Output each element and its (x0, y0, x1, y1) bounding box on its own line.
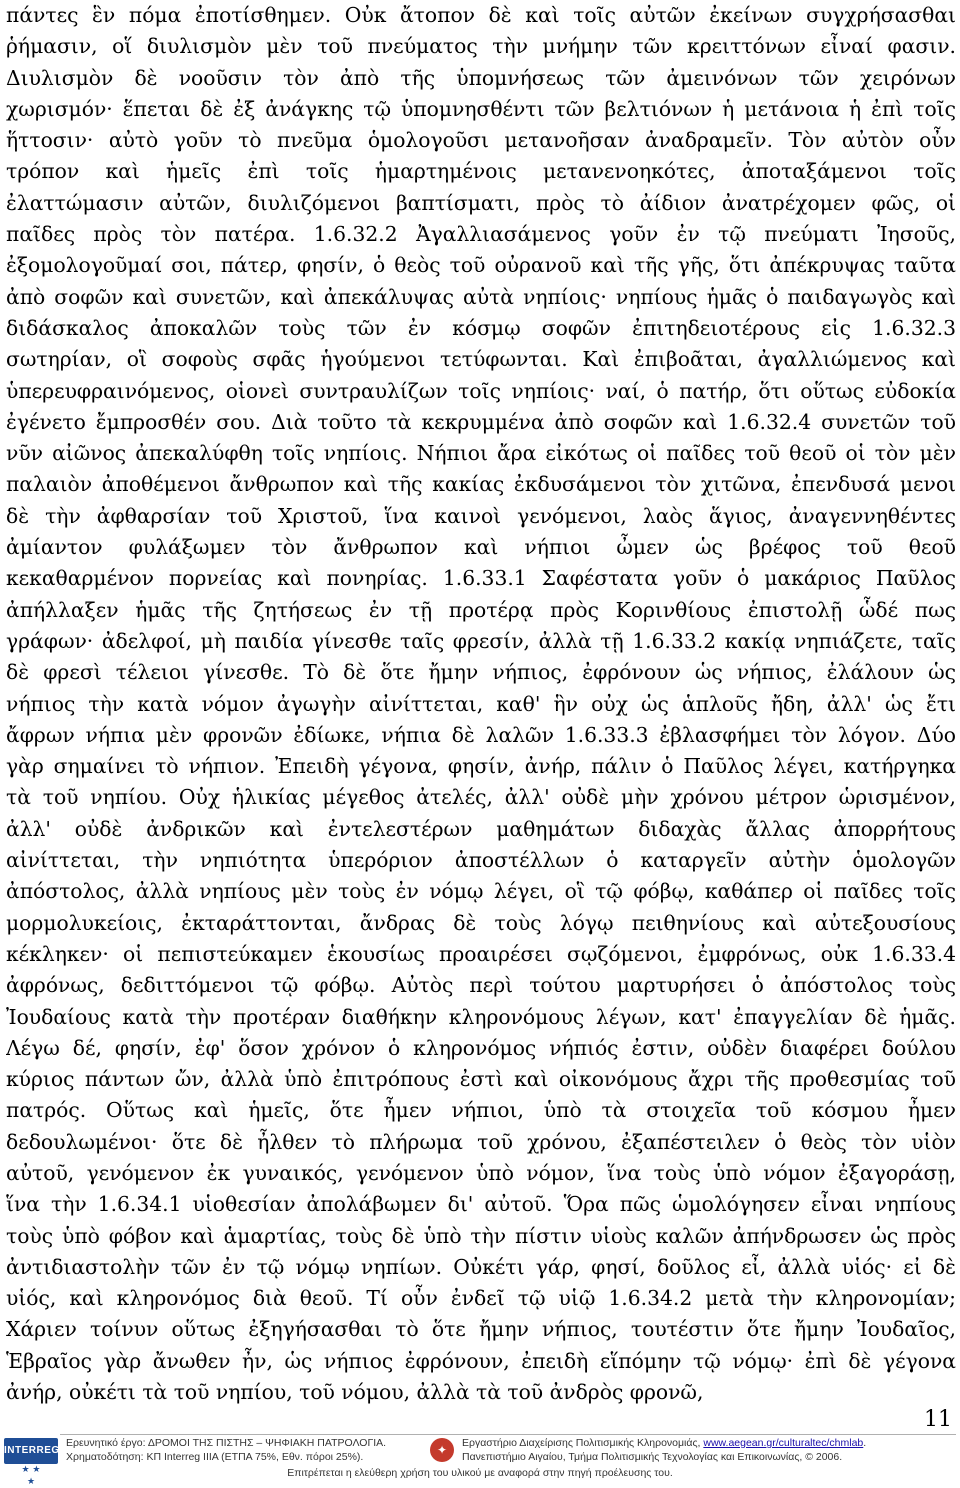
text-line: ἀφρόνως, δεδιττόμενοι τῷ φόβῳ. Αὐτὸς περὶ τούτου μαρτυρήσει ὁ ἀπόστολος τοὺς (6, 973, 956, 998)
aegean-university-logo-icon: ✦ (430, 1438, 454, 1462)
text-line: μορμολυκείοις, ἐκταράττονται, ἄνδρας δὲ τοὺς λόγῳ πειθηνίους καὶ αὐτεξουσίους (6, 910, 956, 935)
text-line: ἀπόστολος, ἀλλὰ νηπίους μὲν τοὺς ἐν νόμῳ λέγει, οἳ τῷ φόβῳ, καθάπερ οἱ παῖδες τοῖς (6, 879, 956, 904)
text-line: Διυλισμὸν δὲ νοοῦσιν τὸν ἀπὸ τῆς ὑπομνήσεως τῶν ἀμεινόνων τῶν χειρόνων (6, 65, 956, 90)
footer-funding: Χρηματοδότηση: ΚΠ Interreg IIIA (ΕΤΠΑ 75%, Εθν. πόροι 25%). (66, 1451, 364, 1463)
eu-stars-icon: ★ ★ ★ (21, 1465, 41, 1487)
text-line: πατρός. Οὕτως καὶ ἡμεῖς, ὅτε ἦμεν νήπιοι, ὑπὸ τὰ στοιχεῖα τοῦ κόσμου ἦμεν (6, 1098, 956, 1123)
text-line: κύριος πάντων ὤν, ἀλλὰ ὑπὸ ἐπιτρόπους ἐστὶ καὶ οἰκονόμους ἄχρι τῆς προθεσμίας τοῦ (6, 1067, 956, 1092)
text-line: Χάριεν τοίνυν οὕτως ἐξηγήσασθαι τὸ ὅτε ἤμην νήπιος, τουτέστιν ὅτε ἤμην Ἰουδαῖος, (6, 1317, 956, 1342)
text-line: παῖδες πρὸς τὸν πατέρα. 1.6.32.2 Ἀγαλλιασάμενος γοῦν ἐν τῷ πνεύματι Ἰησοῦς, (6, 222, 956, 247)
text-line: γὰρ σημαίνει τὸ νήπιον. Ἐπειδὴ γέγονα, φησίν, ἀνήρ, πάλιν ὁ Παῦλος λέγει, κατήργηκα (6, 754, 956, 779)
text-line: ῥήμασιν, οἵ διυλισμὸν μὲν τοῦ πνεύματος τὴν μνήμην τῶν κρειττόνων εἶναί φασιν. (6, 34, 956, 59)
footer-project-title: Ερευνητικό έργο: ΔΡΟΜΟΙ ΤΗΣ ΠΙΣΤΗΣ – ΨΗΦΙΑΚΗ ΠΑΤΡΟΛΟΓΙΑ. (66, 1437, 387, 1449)
text-line: τρόπον καὶ ἡμεῖς ἐπὶ τοῖς ἡμαρτημένοις μετανενοηκότες, ἀποταξάμενοι τοῖς (6, 159, 956, 184)
text-line: αἰνίττεται, τὴν νηπιότητα ὑπερόριον ἀποστέλλων ὁ καταργεῖν αὐτὴν ὁμολογῶν (6, 848, 956, 873)
text-line: ἐγένετο ἔμπροσθέν σου. Διὰ τοῦτο τὰ κεκρυμμένα ἀπὸ σοφῶν καὶ 1.6.32.4 συνετῶν τοῦ (6, 409, 956, 434)
footer-lab-name: Εργαστήριο Διαχείρισης Πολιτισμικής Κληρονομιάς, (462, 1437, 704, 1449)
text-line: διδάσκαλος ἀποκαλῶν τοὺς τῶν ἐν κόσμῳ σοφῶν ἐπιτηδειοτέρους εἰς 1.6.32.3 (6, 315, 956, 340)
text-line: κέκληκεν· οἱ πεπιστεύκαμεν ἑκουσίως προαιρέσει σῳζόμενοι, ἐμφρόνως, οὐκ 1.6.33.4 (6, 941, 956, 966)
interreg-logo-text: INTERREG (4, 1445, 60, 1456)
footer-university: Πανεπιστήμιο Αιγαίου, Τμήμα Πολιτισμικής Τεχνολογίας και Επικοινωνίας, © 2006. (462, 1451, 843, 1463)
text-line: κεκαθαρμένον πορνείας καὶ πονηρίας. 1.6.33.1 Σαφέστατα γοῦν ὁ μακάριος Παῦλος (6, 566, 956, 591)
text-line: Λέγω δέ, φησίν, ἐφ' ὅσον χρόνον ὁ κληρονόμος νήπιός ἐστιν, οὐδὲν διαφέρει δούλου (6, 1035, 956, 1060)
text-line: ἀμίαντον φυλάξωμεν τὸν ἄνθρωπον καὶ νήπιοι ὦμεν ὡς βρέφος τοῦ θεοῦ (6, 535, 956, 560)
text-line: γράφων· ἀδελφοί, μὴ παιδία γίνεσθε ταῖς φρεσίν, ἀλλὰ τῇ 1.6.33.2 κακίᾳ νηπιάζετε, ταῖς (6, 628, 956, 653)
text-line: δεδουλωμένοι· ὅτε δὲ ἦλθεν τὸ πλήρωμα τοῦ χρόνου, ἐξαπέστειλεν ὁ θεὸς τὸν υἱὸν (6, 1129, 956, 1154)
text-line: ἄφρων νήπια μὲν φρονῶν ἐδίωκε, νήπια δὲ λαλῶν 1.6.33.3 ἐβλασφήμει τὸν λόγον. Δύο (6, 722, 956, 747)
text-line: χωρισμόν· ἕπεται δὲ ἐξ ἀνάγκης τῷ ὑπομνησθέντι τῶν βελτιόνων ἡ μετάνοια ἡ ἐπὶ τοῖς (6, 96, 956, 121)
text-line: ἀντιδιαστολὴν τῶν ἐν τῷ νόμῳ νηπίων. Οὐκέτι γάρ, φησί, δοῦλος εἶ, ἀλλὰ υἱός· εἰ δὲ (6, 1254, 956, 1279)
text-line: ἐλαττώμασιν αὐτῶν, διυλιζόμενοι βαπτίσματι, πρὸς τὸ ἀίδιον ἀνατρέχομεν φῶς, οἱ (6, 190, 956, 215)
footer-lab-line (462, 1436, 956, 1450)
footer-usage-notice: Επιτρέπεται η ελεύθερη χρήση του υλικού με αναφορά στην πηγή προέλευσης του. (287, 1467, 673, 1479)
footer-divider (60, 1434, 956, 1435)
interreg-logo-icon (4, 1438, 58, 1464)
text-line: ἀλλ' οὐδὲ ἀνδρικῶν καὶ ἐντελεστέρων μαθημάτων διδαχὰς ἄλλας ἀπορρήτους (6, 816, 956, 841)
text-line: αὐτοῦ, γενόμενον ἐκ γυναικός, γενόμενον ὑπὸ νόμον, ἵνα τοὺς ὑπὸ νόμον ἐξαγοράσῃ, (6, 1160, 956, 1185)
document-body (6, 0, 956, 1405)
text-line: παλαιὸν ἀποθέμενοι ἄνθρωπον καὶ τῆς κακίας ἐκδυσάμενοι τὸν χιτῶνα, ἐπενδυσά μενοι (6, 472, 956, 497)
footer-project-info (66, 1436, 426, 1464)
text-line: ἐξομολογοῦμαί σοι, πάτερ, φησίν, ὁ θεὸς τοῦ οὐρανοῦ καὶ τῆς γῆς, ὅτι ἀπέκρυψας ταῦτα (6, 253, 956, 278)
text-line: πάντες ἓν πόμα ἐποτίσθημεν. Οὐκ ἄτοπον δὲ καὶ τοῖς αὐτῶν ἐκείνων συγχρήσασθαι (6, 3, 956, 27)
text-line: υἱός, καὶ κληρονόμος διὰ θεοῦ. Τί οὖν ἐνδεῖ τῷ υἱῷ 1.6.34.2 μετὰ τὴν κληρονομίαν; (6, 1286, 956, 1311)
text-line: ἀνήρ, οὐκέτι τὰ τοῦ νηπίου, τοῦ νόμου, ἀλλὰ τὰ τοῦ ἀνδρὸς φρονῶ, (6, 1380, 704, 1405)
text-line: Ἰουδαίους κατὰ τὴν προτέραν διαθήκην κληρονόμους λέγων, κατ' ἐπαγγελίαν δὲ ἡμᾶς. (6, 1004, 956, 1029)
text-line: νῦν αἰῶνος ἀπεκαλύφθη τοῖς νηπίοις. Νήπιοι ἄρα εἰκότως οἱ παῖδες τοῦ θεοῦ οἱ τὸν μὲν (6, 441, 956, 466)
text-line: ἥττοσιν· αὐτὸ γοῦν τὸ πνεῦμα ὁμολογοῦσι μετανοῆσαν ἀναδραμεῖν. Τὸν αὐτὸν οὖν (6, 128, 956, 153)
text-line: ἵνα τὴν 1.6.34.1 υἱοθεσίαν ἀπολάβωμεν δι' αὐτοῦ. Ὅρα πῶς ὡμολόγησεν εἶναι νηπίους (6, 1192, 956, 1217)
text-line: σωτηρίαν, οἳ σοφοὺς σφᾶς ἡγούμενοι τετύφωνται. Καὶ ἐπιβοᾶται, ἀγαλλιώμενος καὶ (6, 347, 956, 372)
text-line: δὲ φρεσὶ τέλειοι γίνεσθε. Τὸ δὲ ὅτε ἤμην νήπιος, ἐφρόνουν ὡς νήπιος, ἐλάλουν ὡς (6, 660, 956, 685)
text-line: ἀπήλλαξεν ἡμᾶς τῆς ζητήσεως ἐν τῇ προτέρᾳ πρὸς Κορινθίους ἐπιστολῇ ὧδέ πως (6, 597, 956, 622)
text-line: Ἑβραῖος γὰρ ἄνωθεν ἦν, ὡς νήπιος ἐφρόνουν, ἐπειδὴ εἵπόμην τῷ νόμῳ· ἐπὶ δὲ γέγονα (6, 1348, 956, 1373)
footer-lab-suffix: . (863, 1437, 867, 1449)
text-line: τὰ τοῦ νηπίου. Οὐχ ἡλικίας μέγεθος ἀτελές, ἀλλ' οὐδὲ μὴν χρόνου μέτρον ὡρισμένον, (6, 785, 956, 810)
text-line: τοὺς ὑπὸ φόβον καὶ ἁμαρτίας, τοὺς δὲ ὑπὸ τὴν πίστιν υἱοὺς καλῶν ἀπήνδρωσεν ὡς πρὸς (6, 1223, 956, 1248)
footer-lab-info (462, 1436, 956, 1464)
text-line: νήπιος τὴν κατὰ νόμον ἀγωγὴν αἰνίττεται, καθ' ἣν οὐχ ὡς ἁπλοῦς ἤδη, ἀλλ' ὡς ἔτι (6, 691, 956, 716)
page-number: 11 (924, 1407, 952, 1432)
page-footer (0, 1434, 960, 1487)
text-line: δὲ τὴν ἀφθαρσίαν τοῦ Χριστοῦ, ἵνα καινοὶ γενόμενοι, λαὸς ἅγιος, ἀναγεννηθέντες (6, 503, 956, 528)
footer-lab-link[interactable]: www.aegean.gr/culturaltec/chmlab (703, 1437, 864, 1449)
text-line: ἀπὸ σοφῶν καὶ συνετῶν, καὶ ἀπεκάλυψας αὐτὰ νηπίοις· νηπίους ἡμᾶς ὁ παιδαγωγὸς καὶ (6, 284, 956, 309)
text-line: ὑπερευφραινόμενος, οἱονεὶ συντραυλίζων τοῖς νηπίοις· ναί, ὁ πατήρ, ὅτι οὕτως εὐδοκία (6, 378, 956, 403)
